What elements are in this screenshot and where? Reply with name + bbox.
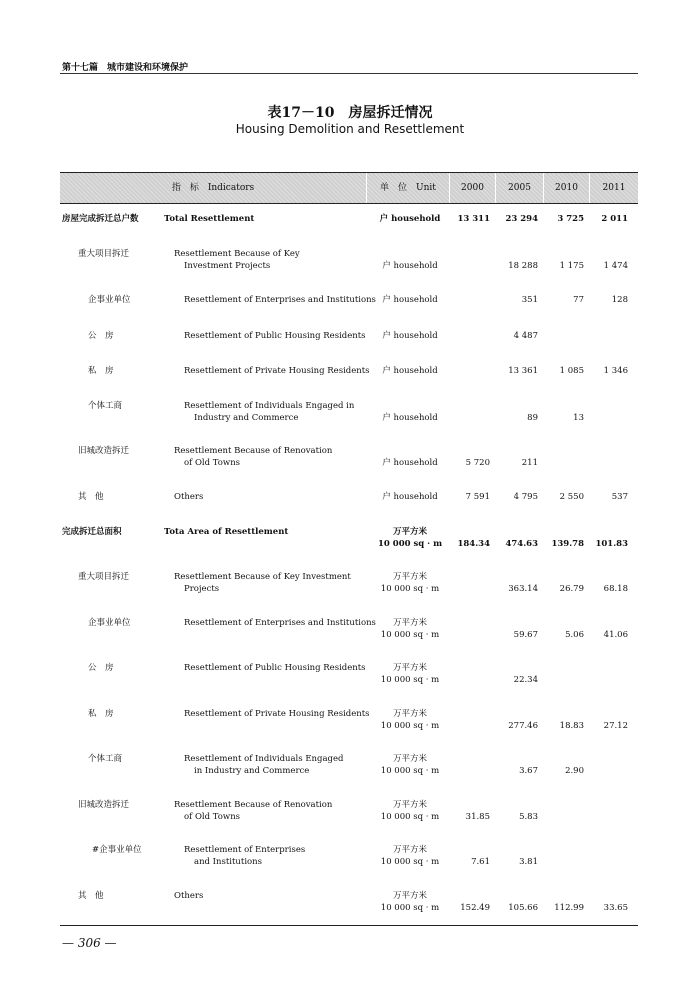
- value-2011: 101.83: [595, 539, 628, 549]
- row-label-en: Others: [174, 891, 204, 901]
- value-2000: 184.34: [457, 539, 490, 549]
- row-unit-line2: 10 000 sq · m: [380, 721, 440, 731]
- row-label-en: [174, 445, 332, 469]
- row-label-en: [184, 844, 305, 868]
- row-unit: 万平方米: [392, 754, 427, 764]
- value-2005: 3.67: [519, 766, 538, 776]
- chapter-heading: 第十七篇 城市建设和环境保护: [62, 63, 189, 73]
- row-unit-line2: 10 000 sq · m: [380, 766, 440, 776]
- value-2010: 139.78: [551, 539, 584, 549]
- value-2011: 27.12: [603, 721, 628, 731]
- row-label-en-line1: Resettlement Because of Key: [174, 249, 300, 259]
- row-label-en-line2: in Industry and Commerce: [194, 766, 310, 776]
- row-label-cn: 其 他: [78, 492, 104, 502]
- value-2011: 2 011: [601, 214, 628, 224]
- table-title-cn: 表17－10 房屋拆迁情况: [267, 105, 433, 121]
- row-unit: 户 household: [382, 331, 438, 341]
- value-2005: 211: [521, 458, 538, 468]
- row-unit: 万平方米: [392, 845, 427, 855]
- row-label-en: Tota Area of Resettlement: [164, 527, 289, 537]
- row-label-cn: 旧城改造拆迁: [78, 800, 130, 810]
- value-2000: 13 311: [457, 214, 490, 224]
- value-2010: 2.90: [565, 766, 584, 776]
- row-unit: 户 household: [382, 366, 438, 376]
- header-year-2011: 2011: [602, 183, 626, 193]
- value-2005: 351: [521, 295, 538, 305]
- row-unit: 户 household: [382, 492, 438, 502]
- table-title-en: Housing Demolition and Resettlement: [235, 122, 465, 136]
- row-label-en-line2: Investment Projects: [184, 261, 271, 271]
- row-label-en-line1: Resettlement of Enterprises: [184, 845, 306, 855]
- value-2005: 3.81: [519, 857, 538, 867]
- value-2010: 112.99: [554, 903, 584, 913]
- row-label-en: Others: [174, 492, 204, 502]
- value-2000: 31.85: [465, 812, 490, 822]
- row-label-en-line2: of Old Towns: [184, 812, 241, 822]
- row-label-cn: 企事业单位: [88, 295, 131, 305]
- value-2000: 152.49: [460, 903, 490, 913]
- row-label-en-line2: and Institutions: [194, 857, 262, 867]
- row-unit: 户 household: [382, 261, 438, 271]
- row-unit: 万平方米: [392, 618, 427, 628]
- row-label-cn: 个体工商: [88, 401, 123, 411]
- row-label-en-line1: Resettlement Because of Key Investment: [174, 572, 351, 582]
- row-label-cn: 企事业单位: [88, 618, 131, 628]
- row-unit-line2: 10 000 sq · m: [380, 857, 440, 867]
- row-unit: 万平方米: [392, 800, 427, 810]
- value-2000: 7 591: [465, 492, 490, 502]
- row-label-en: Resettlement of Private Housing Residents: [184, 366, 370, 376]
- row-unit-line2: 10 000 sq · m: [380, 584, 440, 594]
- row-unit: 户 household: [382, 295, 438, 305]
- value-2010: 2 550: [559, 492, 584, 502]
- row-label-cn: 重大项目拆迁: [78, 572, 130, 582]
- row-label-en: Resettlement of Private Housing Residents: [184, 709, 370, 719]
- row-label-en: Resettlement of Public Housing Residents: [184, 663, 366, 673]
- row-label-en: Resettlement of Enterprises and Institutions: [184, 295, 376, 305]
- value-2011: 68.18: [603, 584, 628, 594]
- value-2005: 59.67: [513, 630, 538, 640]
- value-2010: 3 725: [557, 214, 584, 224]
- value-2010: 26.79: [559, 584, 584, 594]
- row-unit: 户 household: [379, 214, 441, 224]
- value-2011: 128: [611, 295, 628, 305]
- row-unit: 万平方米: [392, 663, 427, 673]
- row-label-en-line2: Projects: [184, 584, 220, 594]
- value-2011: 41.06: [603, 630, 628, 640]
- row-label-cn: 其 他: [78, 891, 104, 901]
- row-label-en-line1: Resettlement Because of Renovation: [174, 446, 333, 456]
- row-label-cn: 旧城改造拆迁: [78, 446, 130, 456]
- value-2005: 277.46: [508, 721, 538, 731]
- row-unit: 户 household: [382, 413, 438, 423]
- row-unit-line2: 10 000 sq · m: [380, 903, 440, 913]
- row-unit-line2: 10 000 sq · m: [380, 630, 440, 640]
- value-2005: 22.34: [513, 675, 538, 685]
- row-label-en: [184, 753, 343, 777]
- row-unit-line2: 10 000 sq · m: [378, 539, 443, 549]
- row-label-cn: #企事业单位: [92, 845, 142, 855]
- row-unit: 万平方米: [392, 572, 427, 582]
- row-label-en-line2: of Old Towns: [184, 458, 241, 468]
- value-2011: 1 474: [603, 261, 628, 271]
- row-label-en: [174, 571, 351, 595]
- row-label-en-line1: Resettlement Because of Renovation: [174, 800, 333, 810]
- value-2010: 5.06: [565, 630, 584, 640]
- row-unit-line2: 10 000 sq · m: [380, 675, 440, 685]
- top-rule: [60, 73, 638, 74]
- row-label-cn: 私 房: [88, 366, 114, 376]
- row-label-cn: 私 房: [88, 709, 114, 719]
- row-label-en: Resettlement of Public Housing Residents: [184, 331, 366, 341]
- row-label-cn: 公 房: [88, 663, 114, 673]
- row-label-cn: 个体工商: [88, 754, 123, 764]
- value-2011: 537: [611, 492, 628, 502]
- row-unit: 万平方米: [392, 891, 427, 901]
- bottom-rule: [60, 925, 638, 926]
- value-2005: 13 361: [508, 366, 538, 376]
- page-number: — 306 —: [62, 936, 117, 950]
- row-label-cn: 重大项目拆迁: [78, 249, 130, 259]
- value-2005: 18 288: [508, 261, 538, 271]
- value-2010: 77: [573, 295, 584, 305]
- row-unit: 万平方米: [392, 709, 427, 719]
- value-2000: 5 720: [465, 458, 490, 468]
- value-2005: 105.66: [508, 903, 538, 913]
- value-2010: 1 085: [559, 366, 584, 376]
- value-2010: 1 175: [559, 261, 584, 271]
- table-header: [60, 172, 638, 204]
- row-label-en-line1: Resettlement of Individuals Engaged in: [184, 401, 355, 411]
- row-label-en: Resettlement of Enterprises and Institutions: [184, 618, 376, 628]
- row-label-en: [184, 400, 354, 424]
- value-2000: 7.61: [471, 857, 490, 867]
- row-label-en-line1: Resettlement of Individuals Engaged: [184, 754, 344, 764]
- row-unit-line2: 10 000 sq · m: [380, 812, 440, 822]
- row-label-en: [174, 248, 300, 272]
- value-2011: 1 346: [603, 366, 628, 376]
- value-2005: 5.83: [519, 812, 538, 822]
- header-year-2000: 2000: [461, 183, 484, 193]
- value-2010: 13: [573, 413, 584, 423]
- row-label-en: Total Resettlement: [164, 214, 255, 224]
- value-2005: 363.14: [508, 584, 538, 594]
- row-unit: 万平方米: [392, 527, 427, 537]
- row-label-en-line2: Industry and Commerce: [194, 413, 299, 423]
- row-label-cn: 公 房: [88, 331, 114, 341]
- value-2010: 18.83: [559, 721, 584, 731]
- value-2011: 33.65: [603, 903, 628, 913]
- row-label-cn: 房屋完成拆迁总户数: [62, 214, 139, 224]
- value-2005: 89: [527, 413, 538, 423]
- row-unit: 户 household: [382, 458, 438, 468]
- value-2005: 4 795: [513, 492, 538, 502]
- value-2005: 4 487: [513, 331, 538, 341]
- row-label-en: [174, 799, 332, 823]
- value-2005: 474.63: [505, 539, 538, 549]
- header-unit: 单 位 Unit: [380, 183, 436, 193]
- value-2005: 23 294: [505, 214, 538, 224]
- header-year-2010: 2010: [555, 183, 578, 193]
- row-label-cn: 完成拆迁总面积: [62, 527, 122, 537]
- header-year-2005: 2005: [508, 183, 531, 193]
- header-indicators: 指 标 Indicators: [171, 183, 255, 193]
